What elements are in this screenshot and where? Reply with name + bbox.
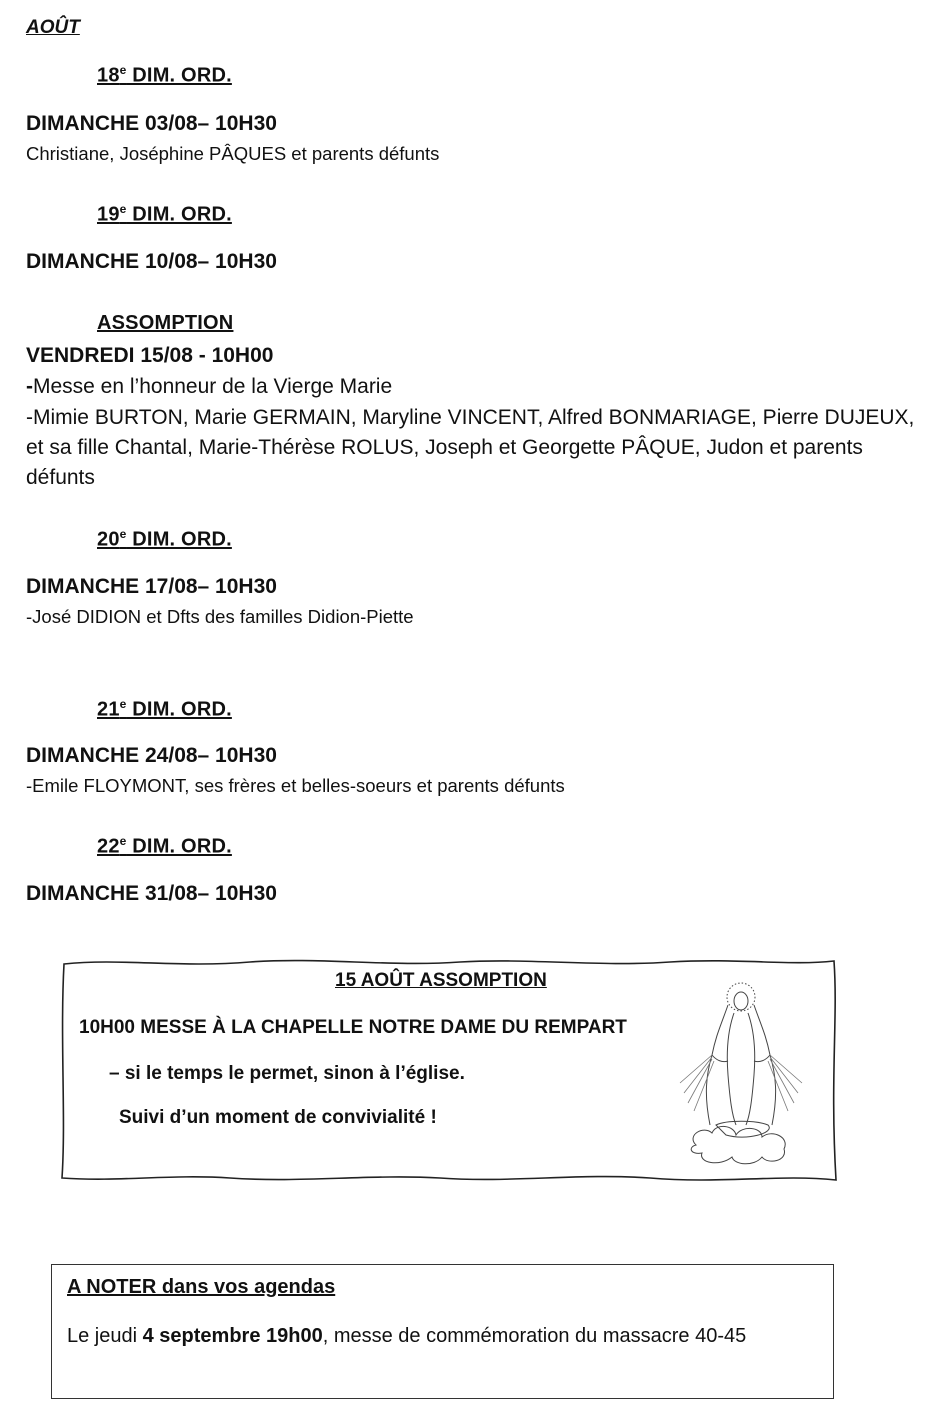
assumption-title: ASSOMPTION [97,312,234,334]
assumption-line1: -Messe en l’honneur de la Vierge Marie [26,375,393,398]
mass-date: DIMANCHE 31/08– 10H30 [26,882,277,905]
sunday-title: 22e DIM. ORD. [97,834,232,858]
banner-line: 10H00 MESSE À LA CHAPELLE NOTRE DAME DU REMPART [79,1017,627,1038]
mass-date: DIMANCHE 03/08– 10H30 [26,112,277,135]
banner-line: – si le temps le permet, sinon à l’église. [109,1063,465,1084]
mass-date: DIMANCHE 10/08– 10H30 [26,250,277,273]
note-title: A NOTER dans vos agendas [67,1276,336,1298]
sunday-title: 20e DIM. ORD. [97,527,232,551]
mass-date: DIMANCHE 24/08– 10H30 [26,744,277,767]
virgin-mary-illustration [676,975,806,1175]
month-heading: AOÛT [26,17,80,38]
banner-title: 15 AOÛT ASSOMPTION [335,970,547,991]
sunday-title: 19e DIM. ORD. [97,202,232,226]
sunday-title: 21e DIM. ORD. [97,697,232,721]
mass-intention: -José DIDION et Dfts des familles Didion-Piette [26,606,414,627]
assumption-intentions: -Mimie BURTON, Marie GERMAIN, Maryline VINCENT, Alfred BONMARIAGE, Pierre DUJEUX, et sa fille Chantal, Marie-Thérèse ROLUS, Joseph et Georgette PÂQUE, Judon et parents défunts [26,406,915,489]
mass-intention: -Emile FLOYMONT, ses frères et belles-soeurs et parents défunts [26,775,565,796]
assumption-date: VENDREDI 15/08 - 10H00 [26,344,274,367]
banner-line: Suivi d’un moment de convivialité ! [119,1107,437,1128]
note-text: Le jeudi 4 septembre 19h00, messe de commémoration du massacre 40-45 [67,1325,747,1347]
mass-date: DIMANCHE 17/08– 10H30 [26,575,277,598]
mass-intention: Christiane, Joséphine PÂQUES et parents défunts [26,143,440,164]
sunday-title: 18e DIM. ORD. [97,63,232,87]
